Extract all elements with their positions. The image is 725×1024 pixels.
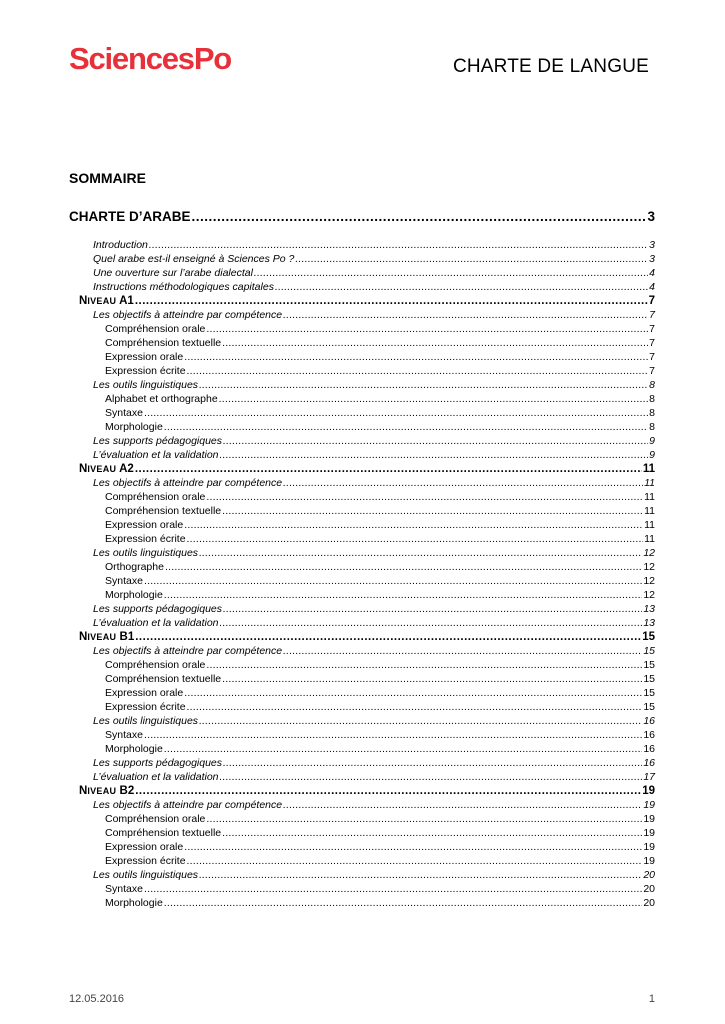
toc-entry-sub[interactable] — [69, 239, 655, 253]
toc-entry-level[interactable] — [69, 785, 655, 799]
level-smallcaps: IVEAU — [87, 786, 117, 796]
dot-leader — [135, 296, 648, 308]
toc-entry-item[interactable] — [69, 883, 655, 897]
dot-leader — [164, 744, 643, 755]
toc-entry-label: Syntaxe — [105, 407, 143, 419]
toc-entry-page: 4 — [649, 267, 655, 279]
toc-entry-page: 19 — [642, 785, 655, 797]
dot-leader — [164, 590, 643, 601]
toc-entry-label — [79, 631, 134, 643]
toc-entry-label: Les supports pédagogiques — [93, 435, 223, 447]
toc-entry-label: Les objectifs à atteindre par compétence — [93, 477, 283, 489]
level-smallcaps: IVEAU — [87, 296, 117, 306]
dot-leader — [199, 548, 642, 559]
level-smallcaps: IVEAU — [87, 464, 117, 474]
toc-entry-page: 19 — [643, 813, 655, 825]
dot-leader — [223, 604, 642, 615]
toc-main-entry[interactable] — [69, 209, 655, 231]
dot-leader — [283, 646, 642, 657]
toc-entry-label: Compréhension textuelle — [105, 337, 222, 349]
toc-entry-label: Morphologie — [105, 897, 163, 909]
toc-entry-page: 15 — [643, 645, 655, 657]
dot-leader — [295, 254, 648, 265]
level-code: B2 — [116, 785, 135, 797]
toc-entry-label: Expression écrite — [105, 701, 186, 713]
toc-entry-page: 16 — [643, 715, 655, 727]
toc-entry-label: Instructions méthodologiques capitales — [93, 281, 274, 293]
level-prefix: N — [79, 295, 88, 307]
dot-leader — [184, 520, 643, 531]
toc-entry-label: Morphologie — [105, 589, 163, 601]
level-prefix: N — [79, 631, 88, 643]
toc-entry-item[interactable] — [69, 729, 655, 743]
dot-leader — [187, 366, 649, 377]
toc-entry-label: Les outils linguistiques — [93, 379, 199, 391]
toc-entry-label: Compréhension textuelle — [105, 827, 222, 839]
toc-entry-label: L’évaluation et la validation — [93, 771, 219, 783]
toc-entry-item[interactable] — [69, 687, 655, 701]
dot-leader — [149, 240, 648, 251]
dot-leader — [192, 210, 647, 224]
toc-entry-page: 12 — [643, 561, 655, 573]
toc-entry-sub[interactable] — [69, 757, 655, 771]
toc-entry-item[interactable] — [69, 673, 655, 687]
dot-leader — [199, 716, 642, 727]
toc-main-page: 3 — [647, 209, 655, 224]
dot-leader — [275, 282, 648, 293]
dot-leader — [164, 898, 643, 909]
toc-entry-item[interactable] — [69, 743, 655, 757]
toc-entry-page: 13 — [643, 617, 655, 629]
toc-entry-item[interactable] — [69, 561, 655, 575]
toc-entry-page: 11 — [644, 533, 655, 545]
toc-entry-sub[interactable] — [69, 477, 655, 491]
dot-leader — [206, 492, 643, 503]
toc-entry-sub[interactable] — [69, 603, 655, 617]
toc-entry-item[interactable] — [69, 491, 655, 505]
dot-leader — [187, 702, 643, 713]
dot-leader — [135, 464, 642, 476]
toc-entry-label — [79, 295, 134, 307]
level-smallcaps: IVEAU — [87, 632, 117, 642]
toc-entry-label: Compréhension orale — [105, 659, 206, 671]
toc-entry-item[interactable] — [69, 575, 655, 589]
dot-leader — [199, 380, 648, 391]
toc-entry-page: 15 — [643, 687, 655, 699]
toc-entry-sub[interactable] — [69, 645, 655, 659]
toc-entry-page: 11 — [642, 463, 655, 475]
toc-entry-page: 8 — [649, 393, 655, 405]
toc-entry-page: 7 — [649, 337, 655, 349]
dot-leader — [187, 856, 643, 867]
toc-entry-item[interactable] — [69, 337, 655, 351]
toc-entry-label: Alphabet et orthographe — [105, 393, 218, 405]
footer-page-number: 1 — [648, 993, 655, 1005]
table-of-contents — [69, 209, 655, 911]
dot-leader — [222, 674, 642, 685]
toc-entry-label: Compréhension textuelle — [105, 673, 222, 685]
toc-entry-page: 16 — [643, 729, 655, 741]
level-prefix: N — [79, 463, 88, 475]
dot-leader — [164, 422, 648, 433]
toc-entry-item[interactable] — [69, 323, 655, 337]
toc-entry-page: 8 — [649, 407, 655, 419]
level-code: A2 — [116, 463, 134, 475]
toc-entry-page: 12 — [643, 547, 655, 559]
toc-entry-item[interactable] — [69, 855, 655, 869]
toc-entry-item[interactable] — [69, 701, 655, 715]
toc-entry-label: Quel arabe est-il enseigné à Sciences Po ? — [93, 253, 295, 265]
toc-entry-sub[interactable] — [69, 771, 655, 785]
toc-entry-page: 11 — [644, 505, 655, 517]
dot-leader — [223, 758, 642, 769]
toc-entry-label: Morphologie — [105, 421, 163, 433]
toc-entry-item[interactable] — [69, 519, 655, 533]
toc-entry-page: 7 — [648, 295, 655, 307]
toc-entry-page: 15 — [643, 673, 655, 685]
toc-entry-level[interactable] — [69, 631, 655, 645]
footer-date: 12.05.2016 — [69, 993, 125, 1005]
toc-entry-label: Syntaxe — [105, 575, 143, 587]
toc-entry-label — [79, 463, 134, 475]
dot-leader — [222, 828, 642, 839]
toc-entry-item[interactable] — [69, 589, 655, 603]
toc-entry-item[interactable] — [69, 351, 655, 365]
toc-entry-sub[interactable] — [69, 253, 655, 267]
toc-entry-page: 4 — [649, 281, 655, 293]
dot-leader — [283, 310, 648, 321]
toc-entry-label: Expression orale — [105, 351, 184, 363]
toc-entry-sub[interactable] — [69, 869, 655, 883]
toc-entry-page: 7 — [649, 323, 655, 335]
toc-entry-label: L’évaluation et la validation — [93, 449, 219, 461]
dot-leader — [222, 338, 648, 349]
dot-leader — [283, 478, 643, 489]
toc-entry-page: 9 — [649, 449, 655, 461]
toc-entry-label: Expression orale — [105, 519, 184, 531]
toc-entry-label: Introduction — [93, 239, 148, 251]
toc-entry-label: Orthographe — [105, 561, 164, 573]
toc-entry-page: 19 — [643, 827, 655, 839]
dot-leader — [144, 884, 642, 895]
toc-entry-item[interactable] — [69, 813, 655, 827]
toc-entry-item[interactable] — [69, 897, 655, 911]
toc-entry-sub[interactable] — [69, 379, 655, 393]
toc-entry-page: 19 — [643, 855, 655, 867]
toc-entry-page: 7 — [649, 351, 655, 363]
toc-entry-sub[interactable] — [69, 799, 655, 813]
toc-entry-page: 15 — [642, 631, 655, 643]
dot-leader — [135, 632, 641, 644]
toc-main-label: CHARTE D’ARABE — [69, 209, 191, 224]
toc-entry-sub[interactable] — [69, 281, 655, 295]
toc-entry-label: Compréhension textuelle — [105, 505, 222, 517]
toc-entry-page: 16 — [643, 757, 655, 769]
toc-entry-item[interactable] — [69, 505, 655, 519]
toc-entry-label — [79, 785, 134, 797]
toc-entry-sub[interactable] — [69, 449, 655, 463]
toc-entry-label: Les supports pédagogiques — [93, 603, 223, 615]
toc-entry-label: Syntaxe — [105, 729, 143, 741]
toc-entry-page: 20 — [643, 869, 655, 881]
dot-leader — [184, 688, 642, 699]
toc-entry-label: Les objectifs à atteindre par compétence — [93, 645, 283, 657]
toc-entry-item[interactable] — [69, 841, 655, 855]
dot-leader — [184, 842, 642, 853]
dot-leader — [144, 576, 642, 587]
toc-entry-label: Les outils linguistiques — [93, 715, 199, 727]
toc-entry-sub[interactable] — [69, 267, 655, 281]
document-title: CHARTE DE LANGUE — [452, 56, 649, 77]
toc-entry-sub[interactable] — [69, 547, 655, 561]
dot-leader — [283, 800, 642, 811]
dot-leader — [135, 786, 641, 798]
toc-entry-label: Expression écrite — [105, 533, 186, 545]
toc-entry-label: Compréhension orale — [105, 491, 206, 503]
toc-entry-page: 11 — [644, 519, 655, 531]
toc-entry-item[interactable] — [69, 407, 655, 421]
toc-entry-page: 8 — [649, 379, 655, 391]
toc-entry-page: 20 — [643, 897, 655, 909]
dot-leader — [220, 618, 643, 629]
toc-entry-label: Compréhension orale — [105, 813, 206, 825]
toc-entry-level[interactable] — [69, 295, 655, 309]
dot-leader — [187, 534, 644, 545]
toc-entry-label: Syntaxe — [105, 883, 143, 895]
toc-entry-page: 9 — [649, 435, 655, 447]
toc-entry-item[interactable] — [69, 659, 655, 673]
toc-entry-page: 16 — [643, 743, 655, 755]
toc-entry-sub[interactable] — [69, 617, 655, 631]
dot-leader — [220, 772, 643, 783]
toc-entry-page: 3 — [649, 253, 655, 265]
level-code: B1 — [116, 631, 135, 643]
dot-leader — [206, 324, 648, 335]
toc-entry-page: 20 — [643, 883, 655, 895]
toc-entry-sub[interactable] — [69, 435, 655, 449]
dot-leader — [222, 506, 643, 517]
dot-leader — [220, 450, 649, 461]
toc-entry-item[interactable] — [69, 365, 655, 379]
toc-entry-label: Expression écrite — [105, 365, 186, 377]
toc-entry-label: Compréhension orale — [105, 323, 206, 335]
sciencespo-logo — [69, 40, 249, 76]
toc-entry-page: 13 — [643, 603, 655, 615]
dot-leader — [223, 436, 648, 447]
toc-entry-label: Expression orale — [105, 687, 184, 699]
toc-entry-item[interactable] — [69, 421, 655, 435]
dot-leader — [184, 352, 648, 363]
toc-entry-label: Les outils linguistiques — [93, 547, 199, 559]
toc-entry-item[interactable] — [69, 827, 655, 841]
toc-entry-page: 8 — [649, 421, 655, 433]
dot-leader — [144, 408, 648, 419]
dot-leader — [206, 660, 642, 671]
toc-entry-level[interactable] — [69, 463, 655, 477]
toc-entry-sub[interactable] — [69, 715, 655, 729]
logo-text: SciencesPo — [69, 41, 232, 76]
dot-leader — [254, 268, 648, 279]
dot-leader — [219, 394, 648, 405]
toc-entry-label: Les objectifs à atteindre par compétence — [93, 799, 283, 811]
toc-entry-page: 15 — [643, 659, 655, 671]
toc-entry-page: 15 — [643, 701, 655, 713]
dot-leader — [165, 562, 642, 573]
toc-entry-page: 12 — [643, 589, 655, 601]
toc-entry-page: 11 — [644, 491, 655, 503]
toc-entry-page: 3 — [649, 239, 655, 251]
toc-entry-label: Une ouverture sur l’arabe dialectal — [93, 267, 253, 279]
toc-entry-item[interactable] — [69, 533, 655, 547]
toc-entry-page: 19 — [643, 799, 655, 811]
toc-heading: SOMMAIRE — [69, 170, 146, 186]
level-code: A1 — [116, 295, 134, 307]
toc-entry-label: Expression orale — [105, 841, 184, 853]
toc-entry-page: 11 — [644, 477, 655, 489]
toc-entry-label: Morphologie — [105, 743, 163, 755]
toc-entry-label: Les supports pédagogiques — [93, 757, 223, 769]
dot-leader — [144, 730, 642, 741]
toc-entry-page: 7 — [649, 309, 655, 321]
toc-entry-label: L’évaluation et la validation — [93, 617, 219, 629]
toc-entry-sub[interactable] — [69, 309, 655, 323]
dot-leader — [206, 814, 642, 825]
dot-leader — [199, 870, 642, 881]
toc-entry-page: 17 — [643, 771, 655, 783]
toc-entry-item[interactable] — [69, 393, 655, 407]
level-prefix: N — [79, 785, 88, 797]
toc-entry-page: 19 — [643, 841, 655, 853]
toc-entry-page: 12 — [643, 575, 655, 587]
toc-entry-label: Expression écrite — [105, 855, 186, 867]
toc-entry-label: Les objectifs à atteindre par compétence — [93, 309, 283, 321]
toc-entry-label: Les outils linguistiques — [93, 869, 199, 881]
toc-entry-page: 7 — [649, 365, 655, 377]
